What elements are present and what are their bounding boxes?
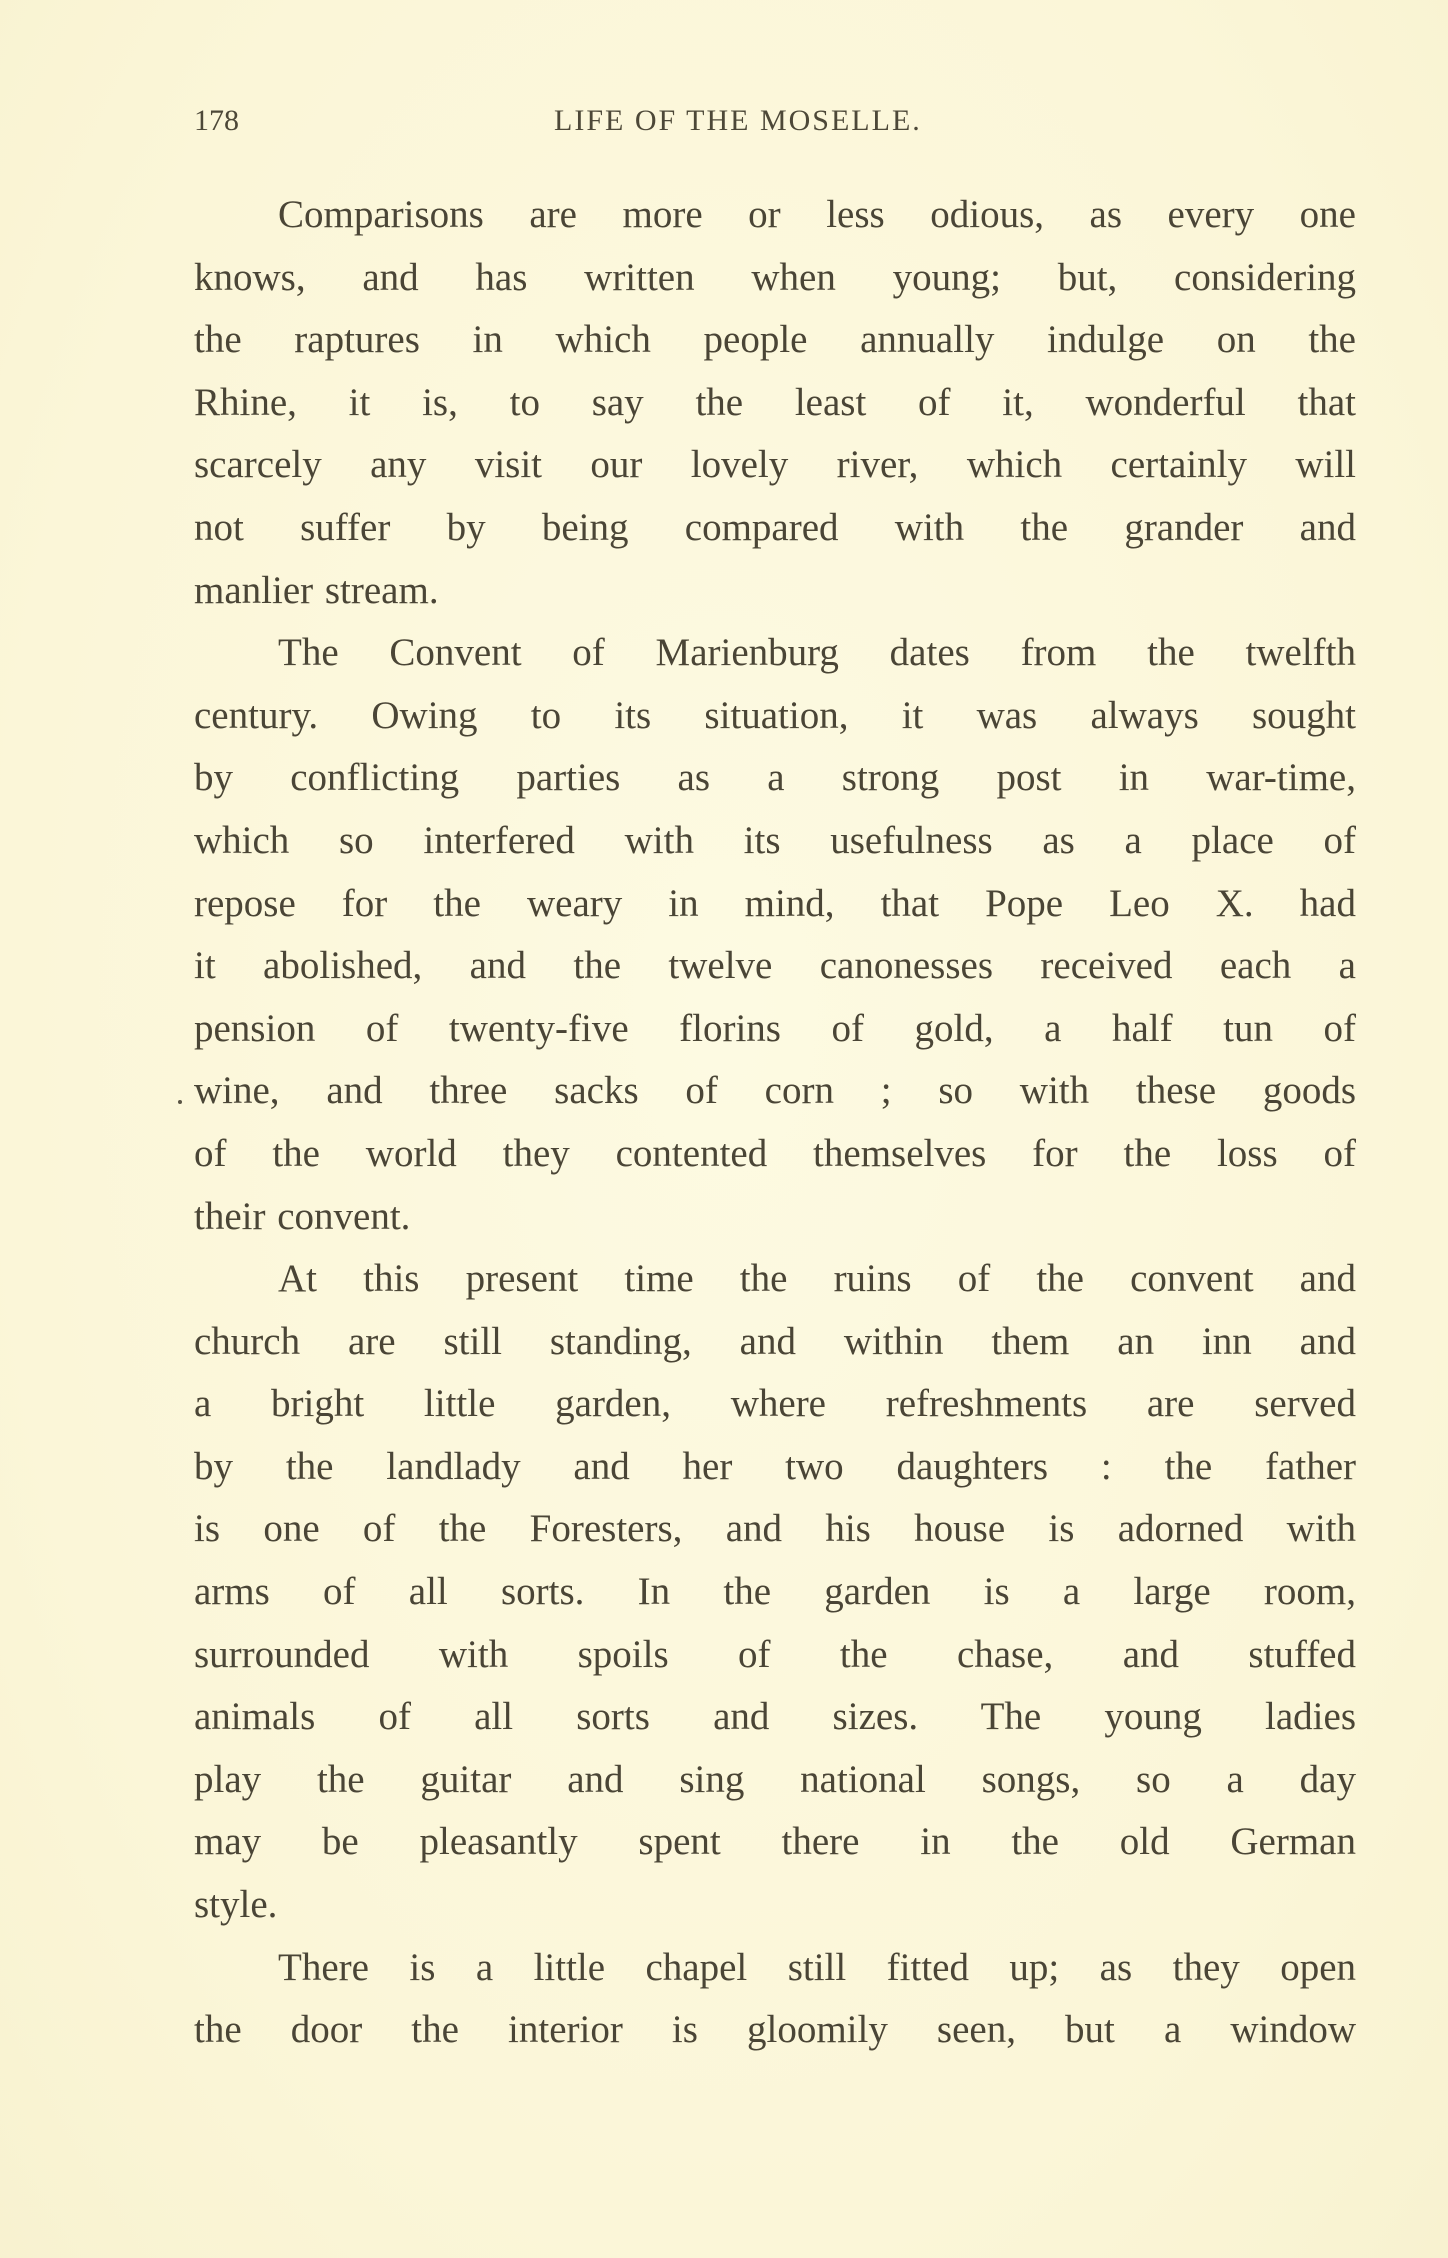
text-line: arms of all sorts. In the garden is a large room, bbox=[194, 1570, 1356, 1614]
paragraph bbox=[194, 1937, 1356, 2062]
text-line: church are still standing, and within them an inn and bbox=[194, 1319, 1356, 1363]
text-line: There is a little chapel still fitted up; as they open bbox=[278, 1945, 1356, 1989]
text-line: surrounded with spoils of the chase, and stuffed bbox=[194, 1632, 1356, 1676]
text-line: the door the interior is gloomily seen, but a window bbox=[194, 2008, 1356, 2052]
text-line: Comparisons are more or less odious, as every one bbox=[278, 193, 1356, 236]
text-line: it abolished, and the twelve canonesses received each a bbox=[194, 944, 1356, 988]
text-line: pension of twenty-five florins of gold, a half tun of bbox=[194, 1006, 1356, 1050]
text-line: At this present time the ruins of the convent and bbox=[278, 1257, 1356, 1301]
text-line: may be pleasantly spent there in the old German bbox=[194, 1820, 1356, 1864]
text-line: animals of all sorts and sizes. The young ladies bbox=[194, 1695, 1356, 1739]
text-line: manlier stream. bbox=[194, 568, 439, 612]
text-line: their convent. bbox=[194, 1194, 411, 1238]
text-line: The Convent of Marienburg dates from the twelfth bbox=[278, 631, 1356, 675]
text-line: play the guitar and sing national songs, so a day bbox=[194, 1757, 1356, 1801]
text-line: the raptures in which people annually indulge on the bbox=[194, 318, 1356, 362]
body-text bbox=[194, 184, 1356, 2062]
text-line: century. Owing to its situation, it was always sought bbox=[194, 693, 1356, 737]
text-line: which so interfered with its usefulness as a place of bbox=[194, 818, 1356, 862]
paragraph bbox=[194, 622, 1356, 1248]
running-title: LIFE OF THE MOSELLE. bbox=[554, 104, 922, 137]
stray-ink-mark bbox=[178, 1100, 182, 1104]
paragraph bbox=[194, 1248, 1356, 1937]
text-line: is one of the Foresters, and his house is adorned with bbox=[194, 1507, 1356, 1551]
page-number: 178 bbox=[194, 104, 239, 137]
text-line: repose for the weary in mind, that Pope Leo X. had bbox=[194, 881, 1356, 925]
text-line: not suffer by being compared with the grander and bbox=[194, 505, 1356, 549]
paragraph bbox=[194, 184, 1356, 622]
text-line: style. bbox=[194, 1883, 278, 1927]
text-line: by the landlady and her two daughters : the father bbox=[194, 1444, 1356, 1488]
text-line: a bright little garden, where refreshments are served bbox=[194, 1382, 1356, 1426]
text-line: scarcely any visit our lovely river, which certainly will bbox=[194, 443, 1356, 487]
text-line: knows, and has written when young; but, considering bbox=[194, 255, 1356, 299]
text-line: Rhine, it is, to say the least of it, wonderful that bbox=[194, 380, 1356, 424]
text-line: wine, and three sacks of corn ; so with these goods bbox=[194, 1069, 1356, 1113]
text-line: by conflicting parties as a strong post in war-time, bbox=[194, 756, 1356, 800]
text-line: of the world they contented themselves for the loss of bbox=[194, 1131, 1356, 1175]
running-head bbox=[194, 104, 1354, 144]
